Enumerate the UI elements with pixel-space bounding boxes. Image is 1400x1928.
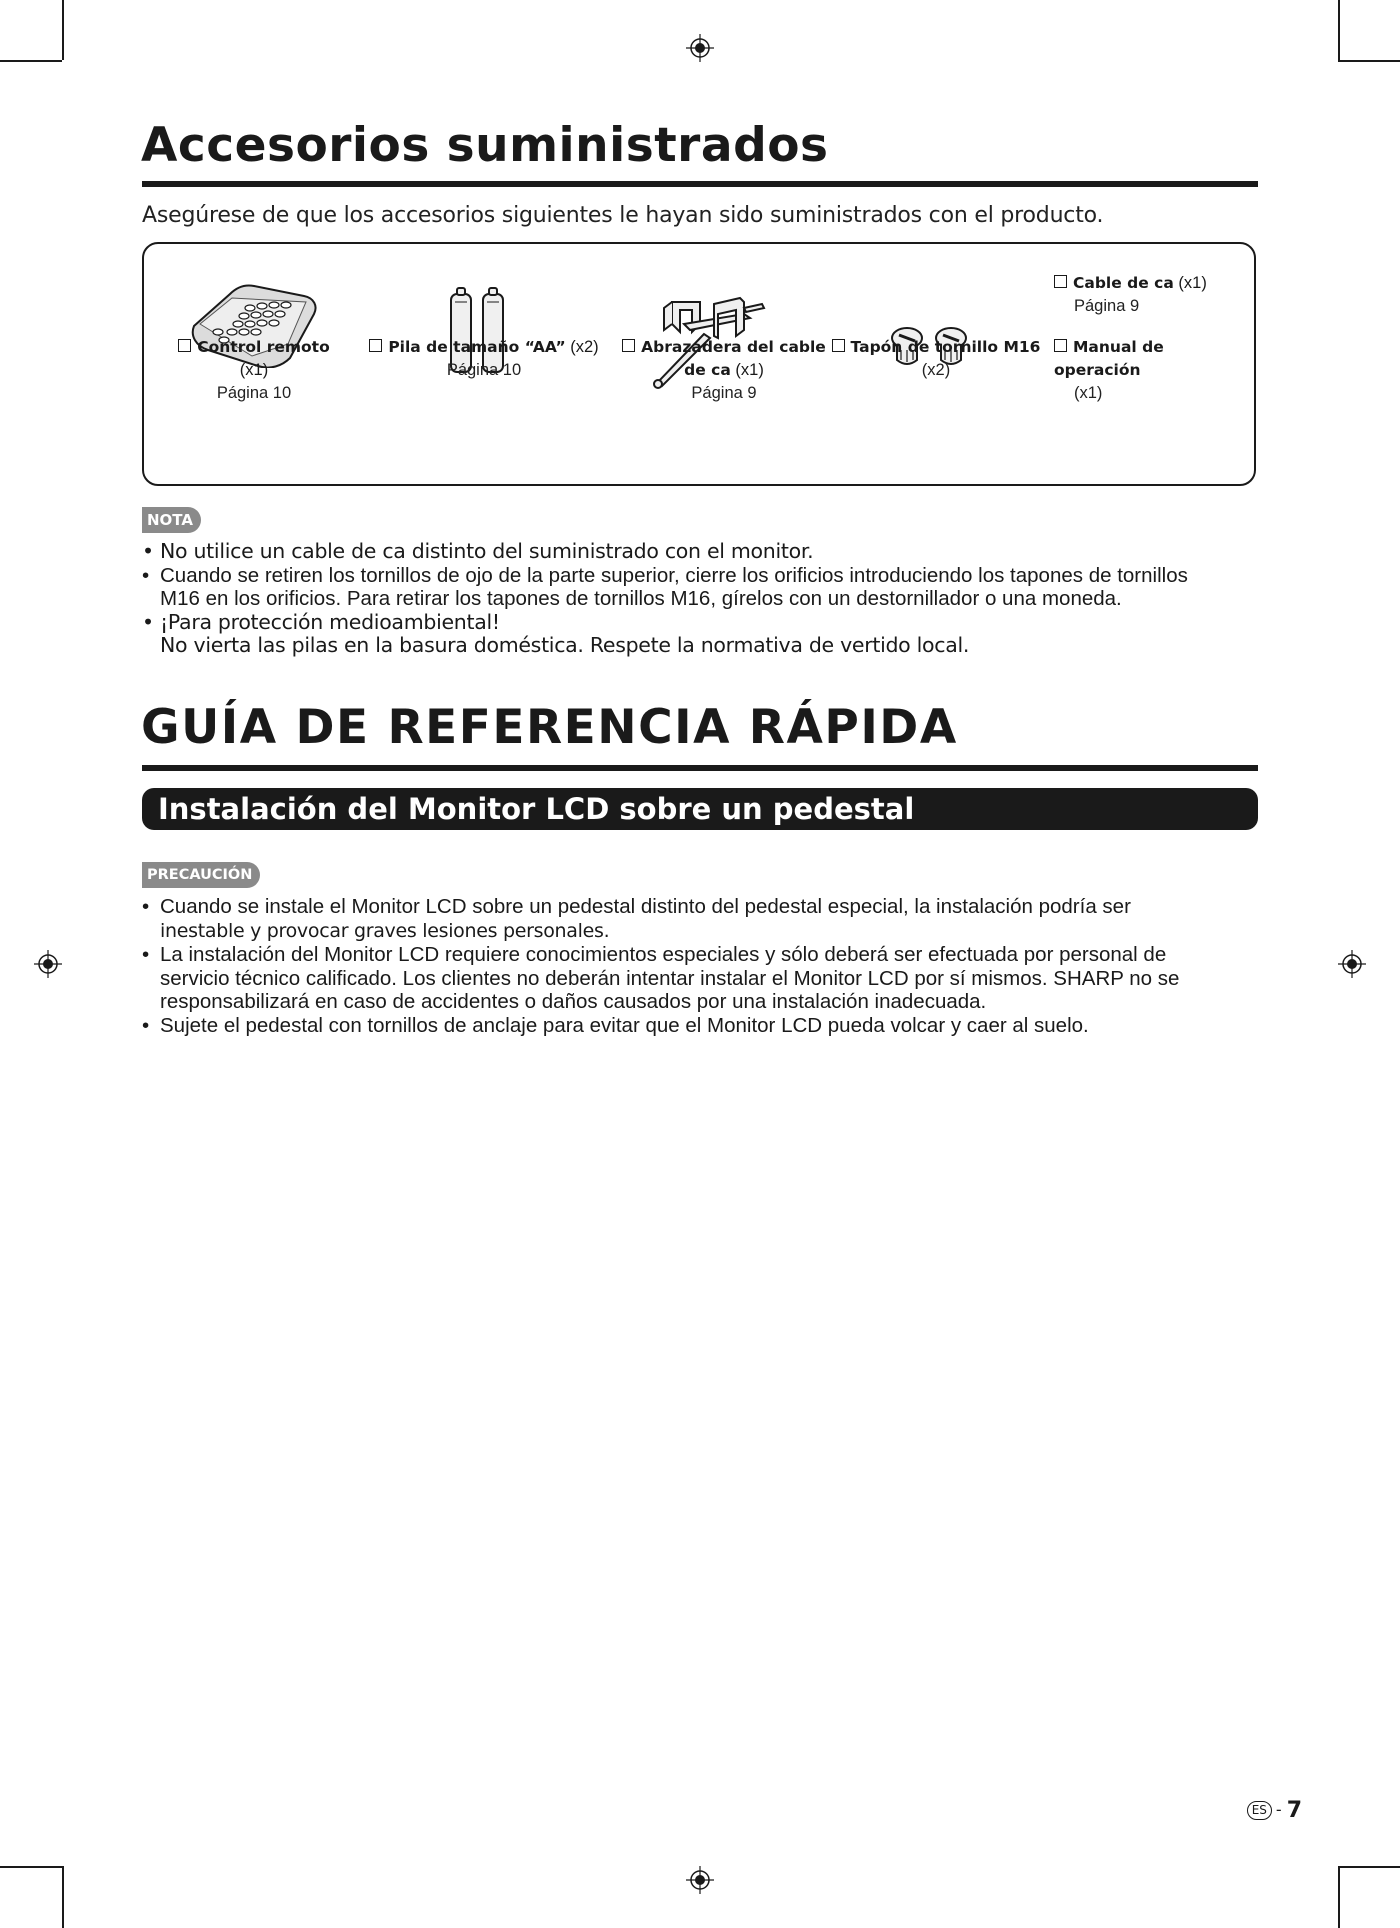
item-control-remoto: Control remoto (x1) Página 10	[164, 336, 344, 405]
registration-mark-top	[686, 34, 714, 62]
nota-list	[142, 540, 1262, 658]
list-item: • Cuando se instale el Monitor LCD sobre un pedestal distinto del pedestal especial, la instalación podría ser inestable y provocar graves lesiones personales.	[142, 895, 1262, 943]
list-item: • ¡Para protección medioambiental! No vierta las pilas en la basura doméstica. Respete la normativa de vertido local.	[142, 611, 1262, 658]
page-number: ES - 7	[1247, 1798, 1302, 1823]
accessories-title: Accesorios suministrados	[141, 118, 829, 173]
guide-title: GUÍA DE REFERENCIA RÁPIDA	[141, 700, 958, 755]
accessories-intro: Asegúrese de que los accesorios siguientes le hayan sido suministrados con el producto.	[142, 203, 1104, 228]
item-cable-ca: Cable de ca (x1) Página 9	[1054, 272, 1254, 318]
precaucion-label: PRECAUCIÓN	[142, 862, 260, 888]
section-heading: Instalación del Monitor LCD sobre un pedestal	[142, 788, 1258, 830]
guide-rule	[142, 765, 1258, 771]
checkbox-icon	[1054, 275, 1067, 288]
list-item: • La instalación del Monitor LCD requiere conocimientos especiales y sólo deberá ser efectuada por personal de servicio técnico calificado. Los clientes no deberán intentar instalar el Monitor LCD por sí mismos. SHARP no se responsabilizará en caso de accidentes o daños causados por una instalación inadecuada.	[142, 943, 1262, 1014]
item-manual: Manual de operación (x1)	[1054, 338, 1164, 402]
item-pila-aa: Pila de tamaño “AA” (x2) Página 10	[368, 336, 600, 382]
registration-mark-bottom	[686, 1866, 714, 1894]
title-rule	[142, 181, 1258, 187]
list-item: • No utilice un cable de ca distinto del suministrado con el monitor.	[142, 540, 1262, 564]
language-badge: ES	[1247, 1801, 1272, 1820]
item-tapon-m16: Tapón de tornillo M16 (x2)	[826, 336, 1046, 382]
list-item: • Sujete el pedestal con tornillos de anclaje para evitar que el Monitor LCD pueda volcar y caer al suelo.	[142, 1014, 1262, 1038]
list-item: • Cuando se retiren los tornillos de ojo de la parte superior, cierre los orificios introduciendo los tapones de tornillos M16 en los orificios. Para retirar los tapones de tornillos M16, gírelos con un destornillador o una moneda.	[142, 564, 1262, 611]
precaucion-list	[142, 895, 1262, 1037]
accessories-box	[142, 242, 1256, 486]
checkbox-icon	[1054, 339, 1067, 352]
checkbox-icon	[832, 339, 845, 352]
registration-mark-right	[1338, 950, 1366, 978]
checkbox-icon	[369, 339, 382, 352]
nota-label: NOTA	[142, 507, 201, 533]
checkbox-icon	[178, 339, 191, 352]
item-abrazadera: Abrazadera del cable de ca (x1) Página 9	[608, 336, 840, 405]
registration-mark-left	[34, 950, 62, 978]
checkbox-icon	[622, 339, 635, 352]
